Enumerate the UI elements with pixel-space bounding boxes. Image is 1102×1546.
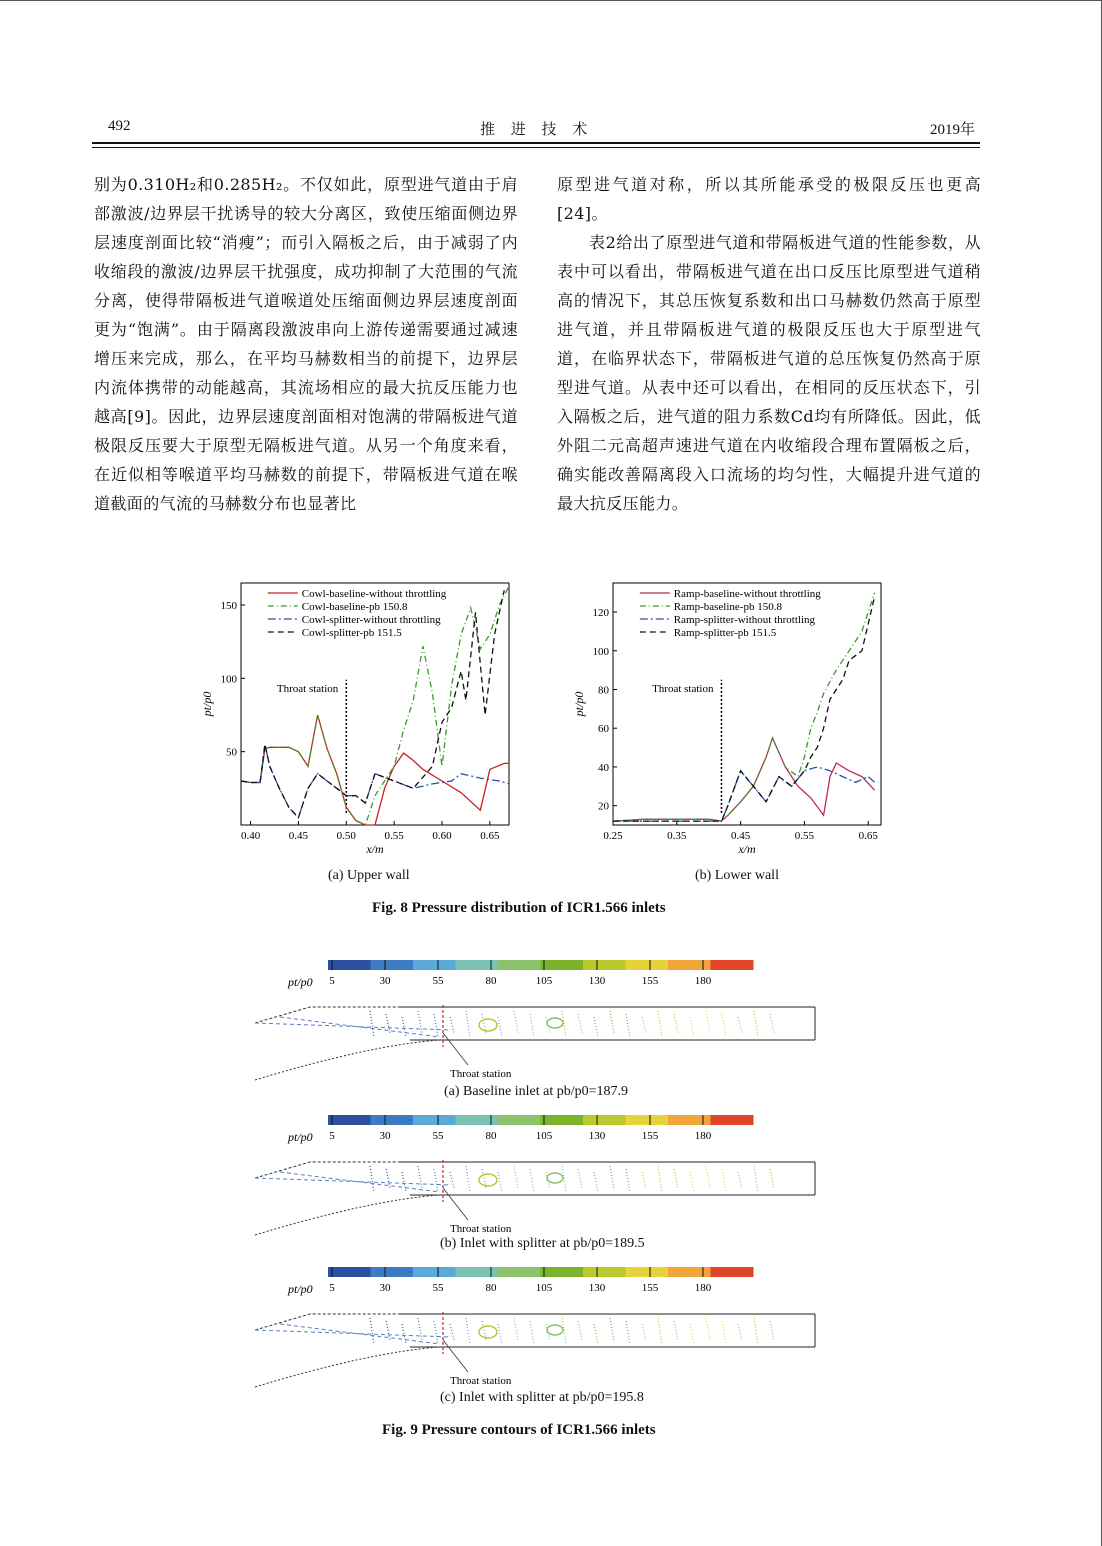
fig9-subcaption-a: (a) Baseline inlet at pb/p0=187.9	[444, 1084, 629, 1099]
contour-mark	[674, 1014, 678, 1033]
contour-mark	[722, 1169, 726, 1192]
colorbar-tick-label: 105	[535, 1130, 553, 1142]
contour-mark	[642, 1324, 646, 1340]
contour-mark	[658, 1011, 662, 1037]
contour-mark	[722, 1014, 726, 1037]
colorbar-segment	[328, 1267, 371, 1277]
contour-ring	[547, 1325, 563, 1335]
contour-mark	[674, 1169, 678, 1188]
fig8-subcaption-a: (a) Upper wall	[328, 868, 410, 883]
contour-mark	[418, 1011, 422, 1033]
colorbar-tick-label: 5	[329, 1282, 335, 1294]
y-axis-label: pt/p0	[200, 691, 214, 717]
contour-mark	[498, 1017, 502, 1037]
contour-mark	[466, 1318, 470, 1344]
ramp-surface	[255, 1195, 440, 1235]
contour-mark	[530, 1169, 534, 1192]
shock-lines	[255, 1172, 450, 1192]
chart-upper-wall	[195, 578, 520, 858]
contour-mark	[706, 1166, 710, 1188]
y-tick-label: 50	[226, 746, 237, 759]
contour-mark	[450, 1324, 454, 1340]
contour-ring	[479, 1174, 497, 1186]
colorbar-tick-label: 180	[694, 975, 712, 987]
y-tick-label: 120	[592, 607, 609, 620]
contour-mark	[738, 1017, 742, 1033]
colorbar-segment	[328, 1115, 371, 1125]
colorbar-tick-label: 155	[641, 1282, 659, 1294]
cowl-leading-edge	[255, 1162, 400, 1178]
colorbar-tick-label: 5	[329, 975, 335, 987]
contour-mark	[434, 1321, 438, 1344]
contour-mark	[626, 1321, 630, 1344]
colorbar-tick-label: 130	[588, 1130, 606, 1142]
contour-mark	[450, 1017, 454, 1033]
throat-station-label: Throat station	[450, 1375, 512, 1387]
contour-mark	[530, 1014, 534, 1037]
contour-mark	[674, 1321, 678, 1340]
colorbar-segment	[371, 1115, 414, 1125]
contour-mark	[402, 1172, 406, 1192]
contour-mark	[626, 1169, 630, 1192]
cowl-leading-edge	[255, 1314, 400, 1330]
colorbar-segment	[413, 960, 456, 970]
throat-leader	[443, 1340, 468, 1372]
x-tick-label: 0.65	[858, 830, 878, 842]
colorbar-tick-label: 105	[535, 975, 553, 987]
contour-mark	[578, 1321, 582, 1340]
contour-mark	[370, 1011, 374, 1037]
header-rule	[92, 142, 980, 144]
contour-mark	[658, 1318, 662, 1344]
colorbar-tick-label: 80	[485, 1282, 497, 1294]
contour-mark	[418, 1318, 422, 1340]
contour-mark	[594, 1017, 598, 1037]
colorbar-segment	[626, 1267, 669, 1277]
contour-mark	[610, 1318, 614, 1340]
throat-station-label: Throat station	[652, 682, 714, 695]
contour-ring	[479, 1326, 497, 1338]
legend-label-2: Cowl-baseline-pb 150.8	[301, 601, 408, 613]
y-tick-label: 40	[598, 761, 609, 774]
x-tick-label: 0.50	[336, 830, 356, 842]
x-tick-label: 0.55	[794, 830, 815, 842]
contour-mark	[690, 1172, 694, 1192]
colorbar-tick-label: 130	[588, 975, 606, 987]
colorbar-tick-label: 55	[432, 1130, 444, 1142]
colorbar-tick-label: 80	[485, 975, 497, 987]
colorbar-segment	[498, 1115, 541, 1125]
colorbar-segment	[456, 1115, 499, 1125]
contour-mark	[754, 1166, 758, 1192]
chart-lower-wall	[555, 578, 895, 858]
colorbar-segment	[541, 1267, 584, 1277]
page-frame-top	[0, 0, 1102, 1]
throat-station-label: Throat station	[450, 1068, 512, 1080]
colorbar-segment	[668, 960, 711, 970]
contour-mark	[530, 1321, 534, 1344]
legend-label-3: Ramp-splitter-without throttling	[673, 614, 816, 626]
colorbar-segment	[456, 960, 499, 970]
colorbar-segment	[413, 1267, 456, 1277]
contour-mark	[466, 1166, 470, 1192]
y-axis-label: pt/p0	[572, 691, 586, 717]
shock-lines	[255, 1324, 450, 1344]
fig9-subcaption-c: (c) Inlet with splitter at pb/p0=195.8	[440, 1390, 644, 1405]
colorbar-tick-label: 30	[379, 975, 391, 987]
throat-station-label: Throat station	[276, 682, 339, 695]
contour-mark	[578, 1169, 582, 1188]
contour-mark	[610, 1166, 614, 1188]
y-tick-label: 20	[598, 800, 609, 813]
colorbar-tick-label: 30	[379, 1282, 391, 1294]
throat-leader	[443, 1188, 468, 1220]
x-tick-label: 0.35	[667, 830, 687, 842]
y-tick-label: 150	[220, 600, 237, 612]
legend-label-3: Cowl-splitter-without throttling	[301, 614, 441, 626]
contour-mark	[610, 1011, 614, 1033]
colorbar-tick-label: 5	[329, 1130, 335, 1142]
colorbar-tick-label: 105	[535, 1282, 553, 1294]
right-column	[557, 170, 981, 518]
contour-mark	[770, 1014, 774, 1033]
right-paragraph-2: 表2给出了原型进气道和带隔板进气道的性能参数，从表中可以看出，带隔板进气道在出口反压比原型进气道稍高的情况下，其总压恢复系数和出口马赫数仍然高于原型进气道，并且带隔板进气道的极限反压也大于原型进气道，在临界状态下，带隔板进气道的总压恢复仍然高于原型进气道。从表中还可以看出，在相同的反压状态下，引入隔板之后，进气道的阻力系数Cd均有所降低。因此，低外阻二元高超声速进气道在内收缩段合理布置隔板之后，确实能改善隔离段入口流场的均匀性，大幅提升进气道的最大抗反压能力。	[557, 233, 981, 513]
header-rule-thin	[92, 147, 980, 148]
contour-mark	[594, 1172, 598, 1192]
series-line-1	[241, 715, 509, 825]
contour-mark	[722, 1321, 726, 1344]
contour-mark	[514, 1011, 518, 1033]
contour-mark	[466, 1011, 470, 1037]
legend-label-1: Ramp-baseline-without throttling	[673, 588, 821, 600]
colorbar-segment	[456, 1267, 499, 1277]
contour-mark	[690, 1017, 694, 1037]
contour-mark	[418, 1166, 422, 1188]
contour-ring	[547, 1173, 563, 1183]
colorbar-tick-label: 30	[379, 1130, 391, 1142]
left-column	[94, 170, 518, 518]
contour-mark	[738, 1324, 742, 1340]
cowl-leading-edge	[255, 1007, 400, 1023]
contour-mark	[642, 1017, 646, 1033]
fig9-subcaption-b: (b) Inlet with splitter at pb/p0=189.5	[440, 1236, 645, 1251]
contour-mark	[706, 1318, 710, 1340]
x-tick-label: 0.25	[603, 830, 623, 842]
colorbar-segment	[498, 960, 541, 970]
contour-mark	[754, 1318, 758, 1344]
contour-mark	[738, 1172, 742, 1188]
x-tick-label: 0.60	[432, 830, 452, 842]
pressure-contours	[250, 955, 830, 1410]
contour-ring	[547, 1018, 563, 1028]
y-tick-label: 100	[220, 673, 237, 686]
contour-ring	[479, 1019, 497, 1031]
right-paragraph-1: 原型进气道对称，所以其所能承受的极限反压也更高[24]。	[557, 175, 981, 223]
fig8-caption: Fig. 8 Pressure distribution of ICR1.566 inlets	[372, 900, 666, 916]
contour-mark	[434, 1169, 438, 1192]
ramp-surface	[255, 1040, 440, 1080]
x-tick-label: 0.45	[730, 830, 751, 842]
colorbar-segment	[668, 1267, 711, 1277]
colorbar-segment	[371, 1267, 414, 1277]
throat-station-label: Throat station	[450, 1223, 512, 1235]
contour-mark	[706, 1011, 710, 1033]
y-tick-label: 100	[592, 645, 609, 658]
contour-mark	[754, 1011, 758, 1037]
left-paragraph: 别为0.310H₂和0.285H₂。不仅如此，原型进气道由于肩部激波/边界层干扰诱导的较大分离区，致使压缩面侧边界层速度剖面比较“消瘦”；而引入隔板之后，由于减弱了内收缩段的激波/边界层干扰强度，成功抑制了大范围的气流分离，使得带隔板进气道喉道处压缩面侧边界层速度剖面更为“饱满”。由于隔离段激波串向上游传递需要通过减速增压来完成，那么，在平均马赫数相当的前提下，边界层内流体携带的动能越高，其流场相应的最大抗反压能力也越高[9]。因此，边界层速度剖面相对饱满的带隔板进气道极限反压要大于原型无隔板进气道。从另一个角度来看，在近似相等喉道平均马赫数的前提下，带隔板进气道在喉道截面的气流的马赫数分布也显著比	[94, 175, 518, 513]
colorbar-segment	[626, 1115, 669, 1125]
contour-mark	[370, 1166, 374, 1192]
shock-lines	[255, 1017, 450, 1037]
colorbar-tick-label: 180	[694, 1282, 712, 1294]
colorbar-tick-label: 55	[432, 1282, 444, 1294]
y-tick-label: 80	[598, 684, 609, 697]
series-line-1	[613, 738, 875, 821]
x-axis-label: x/m	[738, 842, 756, 856]
contour-mark	[626, 1014, 630, 1037]
y-tick-label: 60	[598, 723, 609, 736]
contour-mark	[594, 1324, 598, 1344]
colorbar-tick-label: 80	[485, 1130, 497, 1142]
colorbar-tick-label: 130	[588, 1282, 606, 1294]
journal-title: 推 进 技 术	[480, 122, 594, 138]
contour-mark	[434, 1014, 438, 1037]
legend-label-4: Ramp-splitter-pb 151.5	[673, 627, 777, 639]
throat-leader	[443, 1033, 468, 1065]
fig9-caption: Fig. 9 Pressure contours of ICR1.566 inlets	[382, 1422, 656, 1438]
series-line-3	[613, 767, 875, 821]
contour-mark	[514, 1318, 518, 1340]
colorbar-segment	[413, 1115, 456, 1125]
colorbar-segment	[371, 960, 414, 970]
colorbar-segment	[541, 960, 584, 970]
legend-label-2: Ramp-baseline-pb 150.8	[673, 601, 782, 613]
colorbar-title: pt/p0	[288, 1130, 313, 1144]
contour-mark	[498, 1172, 502, 1192]
colorbar-title: pt/p0	[288, 975, 313, 989]
colorbar-title: pt/p0	[288, 1282, 313, 1296]
contour-mark	[514, 1166, 518, 1188]
x-tick-label: 0.65	[480, 830, 500, 842]
colorbar-segment	[583, 1115, 626, 1125]
colorbar-segment	[498, 1267, 541, 1277]
colorbar-segment	[711, 1267, 754, 1277]
colorbar-segment	[668, 1115, 711, 1125]
contour-mark	[690, 1324, 694, 1344]
page-number: 492	[108, 118, 131, 134]
legend-label-4: Cowl-splitter-pb 151.5	[301, 627, 402, 639]
contour-mark	[370, 1318, 374, 1344]
colorbar-segment	[626, 960, 669, 970]
colorbar-tick-label: 155	[641, 1130, 659, 1142]
colorbar-segment	[711, 1115, 754, 1125]
series-line-3	[241, 744, 509, 817]
colorbar-segment	[583, 1267, 626, 1277]
x-tick-label: 0.40	[240, 830, 261, 842]
colorbar-tick-label: 55	[432, 975, 444, 987]
x-tick-label: 0.45	[288, 830, 309, 842]
contour-mark	[658, 1166, 662, 1192]
legend-label-1: Cowl-baseline-without throttling	[301, 588, 447, 600]
colorbar-segment	[583, 960, 626, 970]
fig8-subcaption-b: (b) Lower wall	[695, 868, 779, 883]
contour-mark	[642, 1172, 646, 1188]
x-axis-label: x/m	[366, 842, 384, 856]
contour-mark	[498, 1324, 502, 1344]
ramp-surface	[255, 1347, 440, 1387]
contour-mark	[770, 1169, 774, 1188]
contour-mark	[450, 1172, 454, 1188]
year: 2019年	[930, 122, 976, 138]
contour-mark	[402, 1324, 406, 1344]
colorbar-tick-label: 155	[641, 975, 659, 987]
colorbar-tick-label: 180	[694, 1130, 712, 1142]
contour-mark	[402, 1017, 406, 1037]
contour-mark	[578, 1014, 582, 1033]
colorbar-segment	[541, 1115, 584, 1125]
colorbar-segment	[711, 960, 754, 970]
contour-mark	[770, 1321, 774, 1340]
x-tick-label: 0.55	[384, 830, 404, 842]
colorbar-segment	[328, 960, 371, 970]
